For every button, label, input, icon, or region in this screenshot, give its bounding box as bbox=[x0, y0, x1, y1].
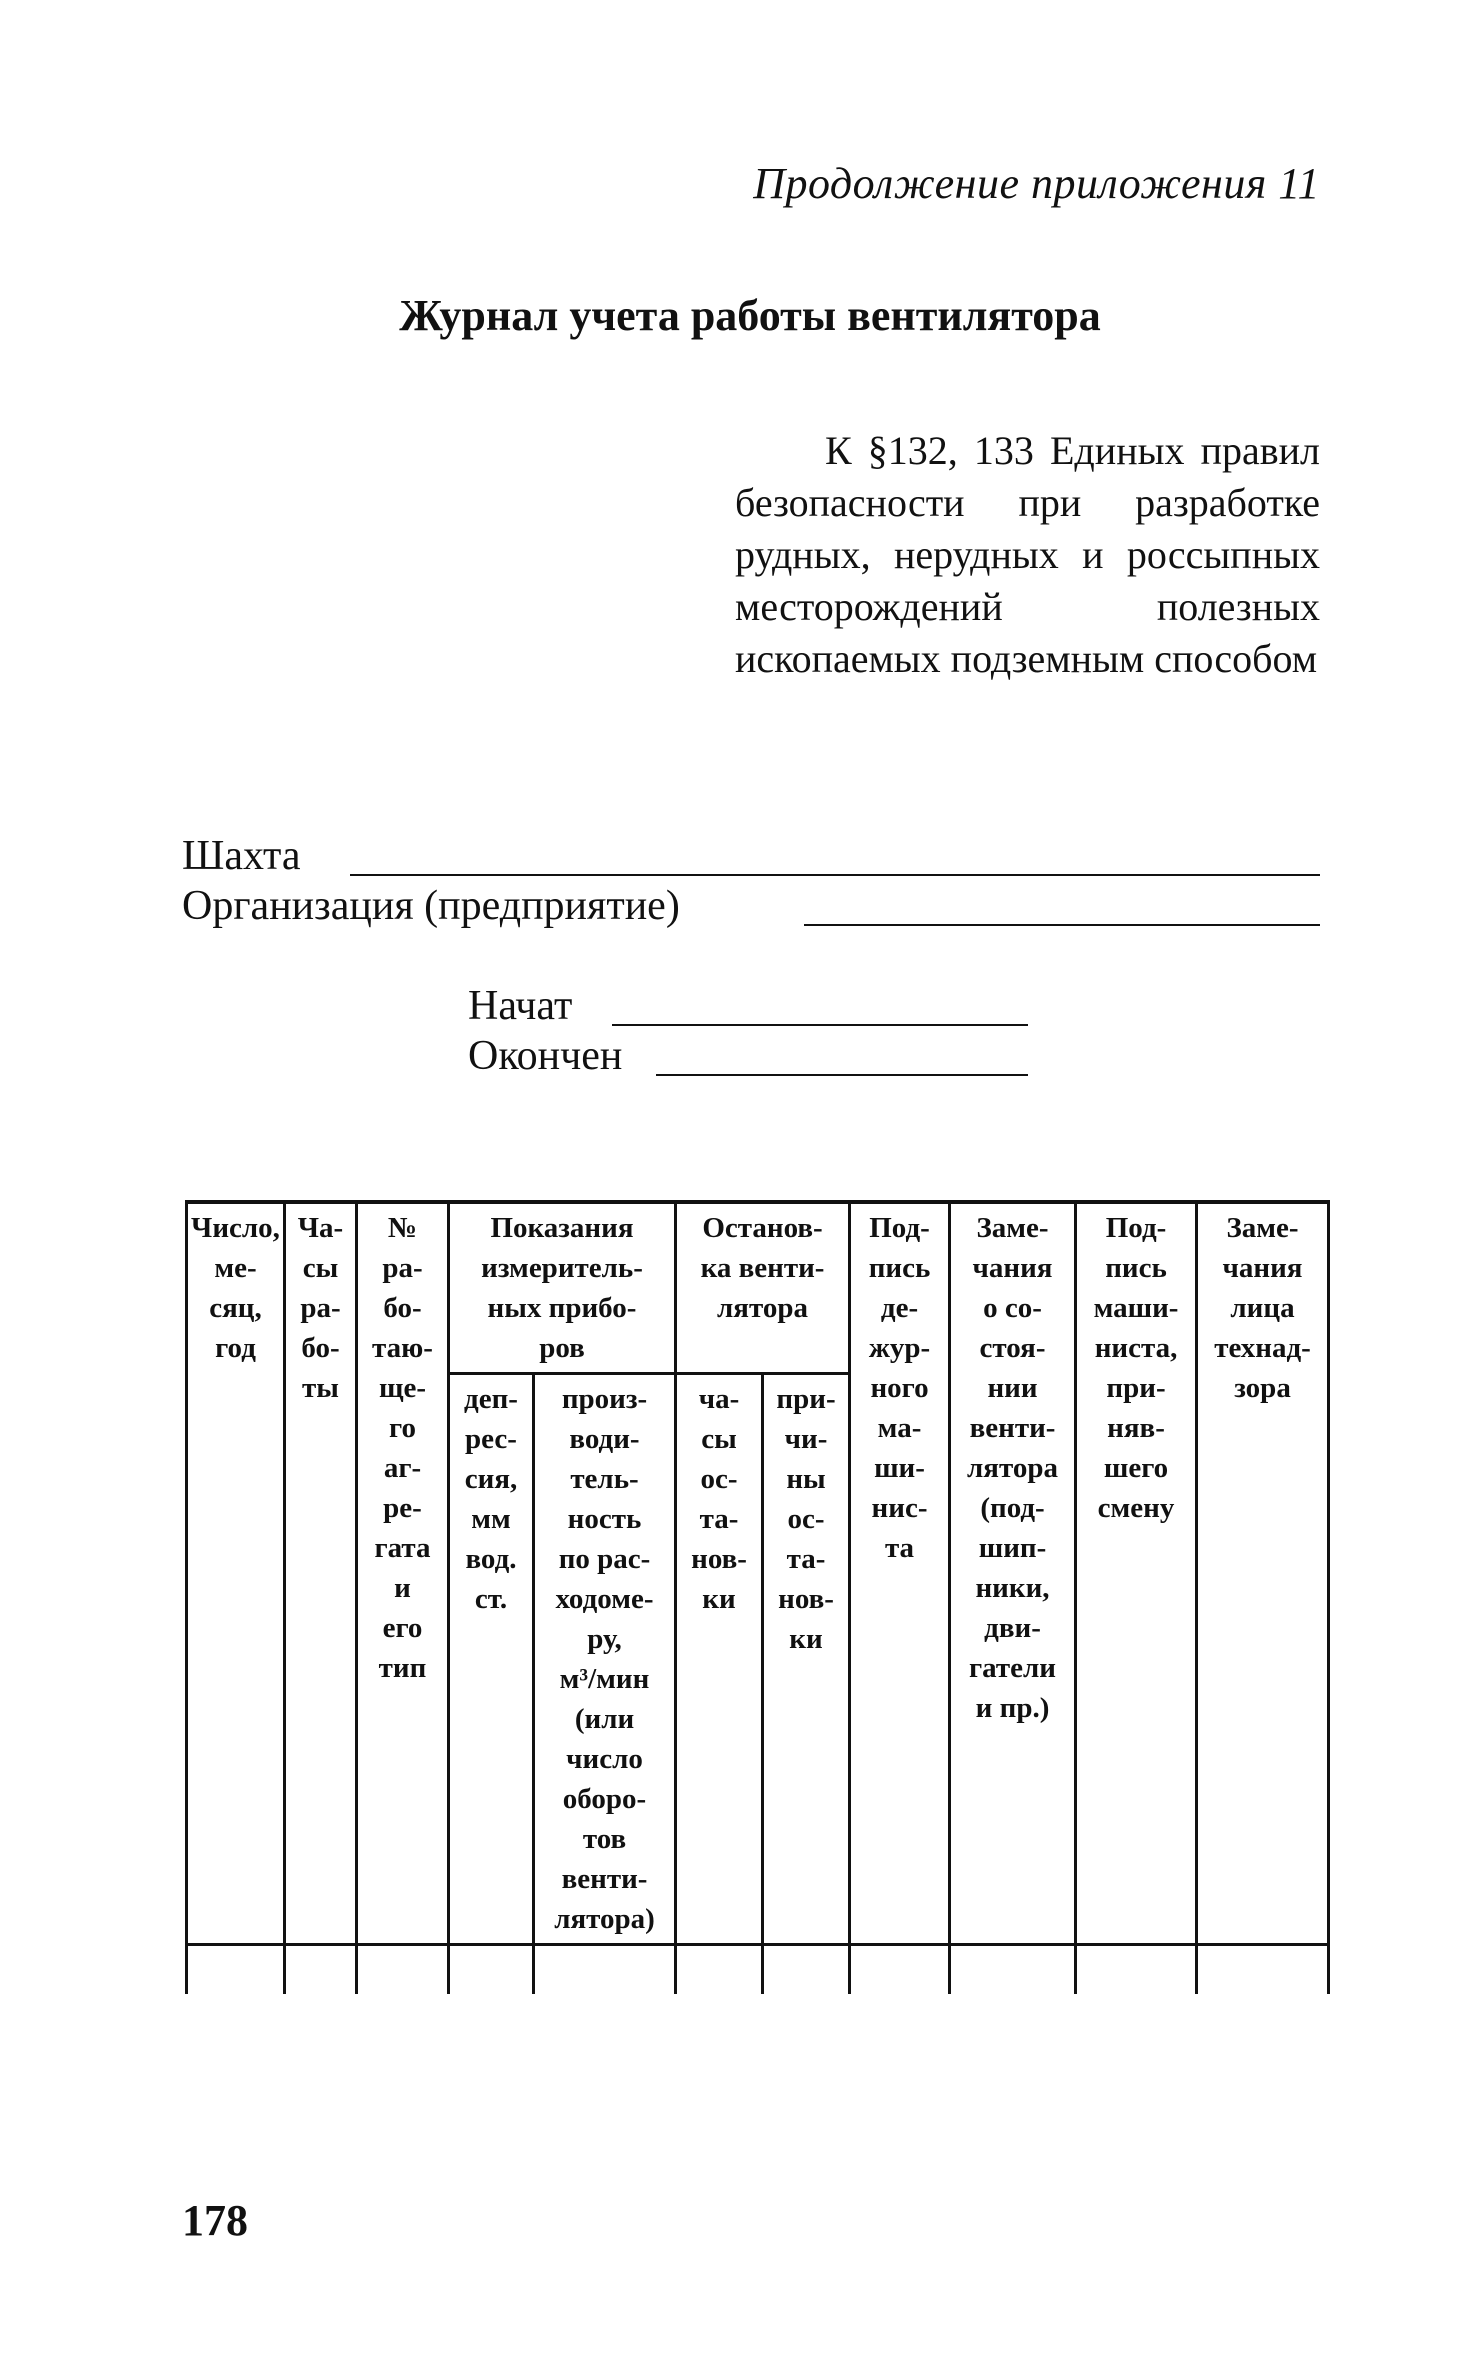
col-stop-reasons: при- чи- ны ос- та- нов- ки bbox=[763, 1374, 850, 1945]
end-date-input-line[interactable] bbox=[656, 1074, 1028, 1076]
table-cell[interactable] bbox=[1076, 1945, 1197, 1995]
table-cell[interactable] bbox=[950, 1945, 1076, 1995]
end-date-label: Окончен bbox=[468, 1033, 623, 1079]
page-number: 178 bbox=[182, 2196, 248, 2245]
table-cell[interactable] bbox=[763, 1945, 850, 1995]
col-hours: Ча- сы ра- бо- ты bbox=[285, 1202, 357, 1945]
col-condition-remarks: Заме- чания о со- стоя- нии венти- лятора (под- шип- ники, дви- гатели и пр.) bbox=[950, 1202, 1076, 1945]
table-cell[interactable] bbox=[449, 1945, 534, 1995]
col-accepting-signature: Под- пись маши- ниста, при- няв- шего смену bbox=[1076, 1202, 1197, 1945]
organization-input-line[interactable] bbox=[804, 924, 1320, 926]
mine-label: Шахта bbox=[182, 833, 301, 879]
col-capacity: произ- води- тель- ность по рас- ходоме- ру, м³/мин (или число оборо- тов венти- лятора) bbox=[534, 1374, 676, 1945]
regulation-reference bbox=[735, 425, 1320, 685]
table-cell[interactable] bbox=[187, 1945, 285, 1995]
table-row bbox=[187, 1945, 1329, 1995]
ventilator-log-table bbox=[185, 1200, 1330, 1994]
end-date-field bbox=[468, 1032, 622, 1080]
start-date-field bbox=[468, 982, 572, 1030]
mine-field bbox=[182, 832, 300, 880]
col-unit: № ра- бо- таю- ще- го аг- ре- гата и его тип bbox=[357, 1202, 449, 1945]
mine-input-line[interactable] bbox=[350, 874, 1320, 876]
document-title: Журнал учета работы вентилятора bbox=[399, 291, 1101, 340]
table-cell[interactable] bbox=[534, 1945, 676, 1995]
table-cell[interactable] bbox=[357, 1945, 449, 1995]
table-cell[interactable] bbox=[1197, 1945, 1329, 1995]
running-head: Продолжение приложения 11 bbox=[753, 159, 1320, 208]
col-duty-signature: Под- пись де- жур- ного ма- ши- нис- та bbox=[850, 1202, 950, 1945]
col-depression: деп- рес- сия, мм вод. ст. bbox=[449, 1374, 534, 1945]
organization-label: Организация (предприятие) bbox=[182, 883, 680, 929]
table-cell[interactable] bbox=[850, 1945, 950, 1995]
regulation-reference-text: К §132, 133 Единых правил безопасности при разработке рудных, нерудных и россыпных месторождений полезных ископаемых подземным способом bbox=[735, 428, 1320, 681]
col-stop: Останов- ка венти- лятора bbox=[676, 1202, 850, 1374]
col-supervision-remarks: Заме- чания лица технад- зора bbox=[1197, 1202, 1329, 1945]
start-date-input-line[interactable] bbox=[612, 1024, 1028, 1026]
start-date-label: Начат bbox=[468, 983, 573, 1029]
col-readings: Показания измеритель- ных прибо- ров bbox=[449, 1202, 676, 1374]
col-date: Число, ме- сяц, год bbox=[187, 1202, 285, 1945]
col-stop-hours: ча- сы ос- та- нов- ки bbox=[676, 1374, 763, 1945]
organization-field bbox=[182, 882, 680, 930]
table-cell[interactable] bbox=[285, 1945, 357, 1995]
table-cell[interactable] bbox=[676, 1945, 763, 1995]
